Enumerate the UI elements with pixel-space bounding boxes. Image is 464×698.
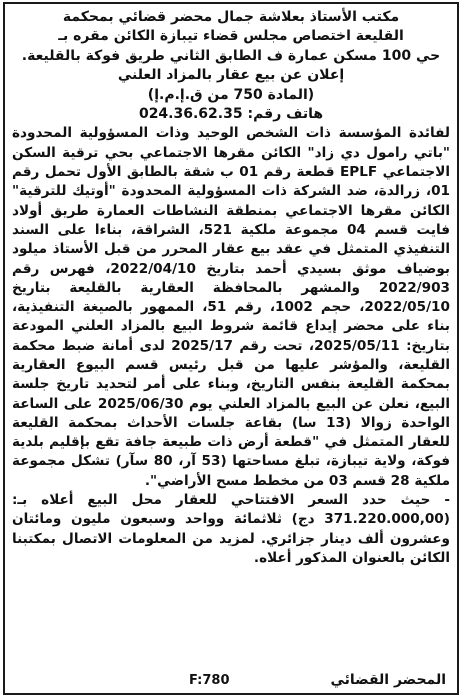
body-paragraph-main: لفائدة المؤسسة ذات الشخص الوحيد وذات المسؤولية المحدودة "باتي رامول دي زاد" الكائن مقرها الاجتماعي بحي ترقية السكن الاجتماعي EPLF قطعة رقم 01 ب شقة بالطابق الأول تحمل رقم 01، زرالدة، ضد الشركة ذات المسؤولية المحدودة "أوتيك للترقية" الكائن مقرها الاجتماعي بمنطقة النشاطات العمارة طريق أولاد فايت قسم 04 مجموعة ملكية 521، الشراقة، بناءا على السند التنفيذي المتمثل في عقد بيع عقار المحرر من قبل الأستاذ ميلود بوضياف موثق بسيدي أحمد بتاريخ 2022/04/10، فهرس رقم 2022/903 والمشهر بالمحافظة العقارية بالقليعة بتاريخ 2022/05/10، حجم 1002، رقم 51، الممهور بالصيغة التنفيذية، بناء على محضر إيداع قائمة شروط البيع بالمزاد العلني المودعة بتاريخ: 2025/05/11، تحت رقم 2025/17 لدى أمانة ضبط محكمة القليعة، والمؤشر عليها من قبل رئيس قسم البيوع العقارية بمحكمة القليعة بنفس التاريخ، وبناء على أمر لتحديد تاريخ جلسة البيع، نعلن عن البيع بالمزاد العلني يوم 2025/06/30 على الساعة الواحدة زوالا (13 سا) بقاعة جلسات الأحداث بمحكمة القليعة للعقار المتمثل في "قطعة أرض ذات طبيعة جافة تقع بإقليم بلدية فوكة، ولاية تيبازة، تبلغ مساحتها (53 آر، 80 سآر) تشكل مجموعة ملكية 28 قسم 03 من مخطط مسح الأراضي". — [12, 125, 451, 489]
office-line-1: مكتب الأستاذ بعلاشة جمال محضر قضائي بمحكمة — [62, 9, 400, 25]
signature: المحضر القضائي — [330, 672, 446, 688]
notice-footer — [12, 669, 450, 691]
phone-number: 024.36.62.35 — [138, 106, 243, 123]
office-line-3: حي 100 مسكن عمارة ف الطابق الثاني طريق فوكة بالقليعة. — [21, 47, 441, 64]
body-paragraph-price: - حيث حدد السعر الافتتاحي للعقار محل البيع أعلاه بـ: (371.220.000,00 دج) ثلاثمائة وواحد وسبعون مليون ومائتان وعشرون ألف دينار جزائري. لمزيد من المعلومات الاتصال بمكتبنا الكائن بالعنوان المذكور أعلاه. — [12, 492, 450, 566]
notice-header — [12, 8, 450, 124]
office-line-2: القليعة اختصاص مجلس قضاء تيبازة الكائن مقره بـ — [58, 28, 404, 45]
notice-body — [12, 124, 450, 568]
phone-line — [12, 105, 450, 124]
phone-label: هاتف رقم: — [247, 106, 324, 123]
notice-title: إعلان عن بيع عقار بالمزاد العلني — [117, 67, 345, 84]
article-reference: (المادة 750 من ق.إ.م.إ) — [147, 86, 315, 103]
reference-code: F:780 — [189, 673, 230, 688]
legal-notice — [3, 2, 459, 695]
